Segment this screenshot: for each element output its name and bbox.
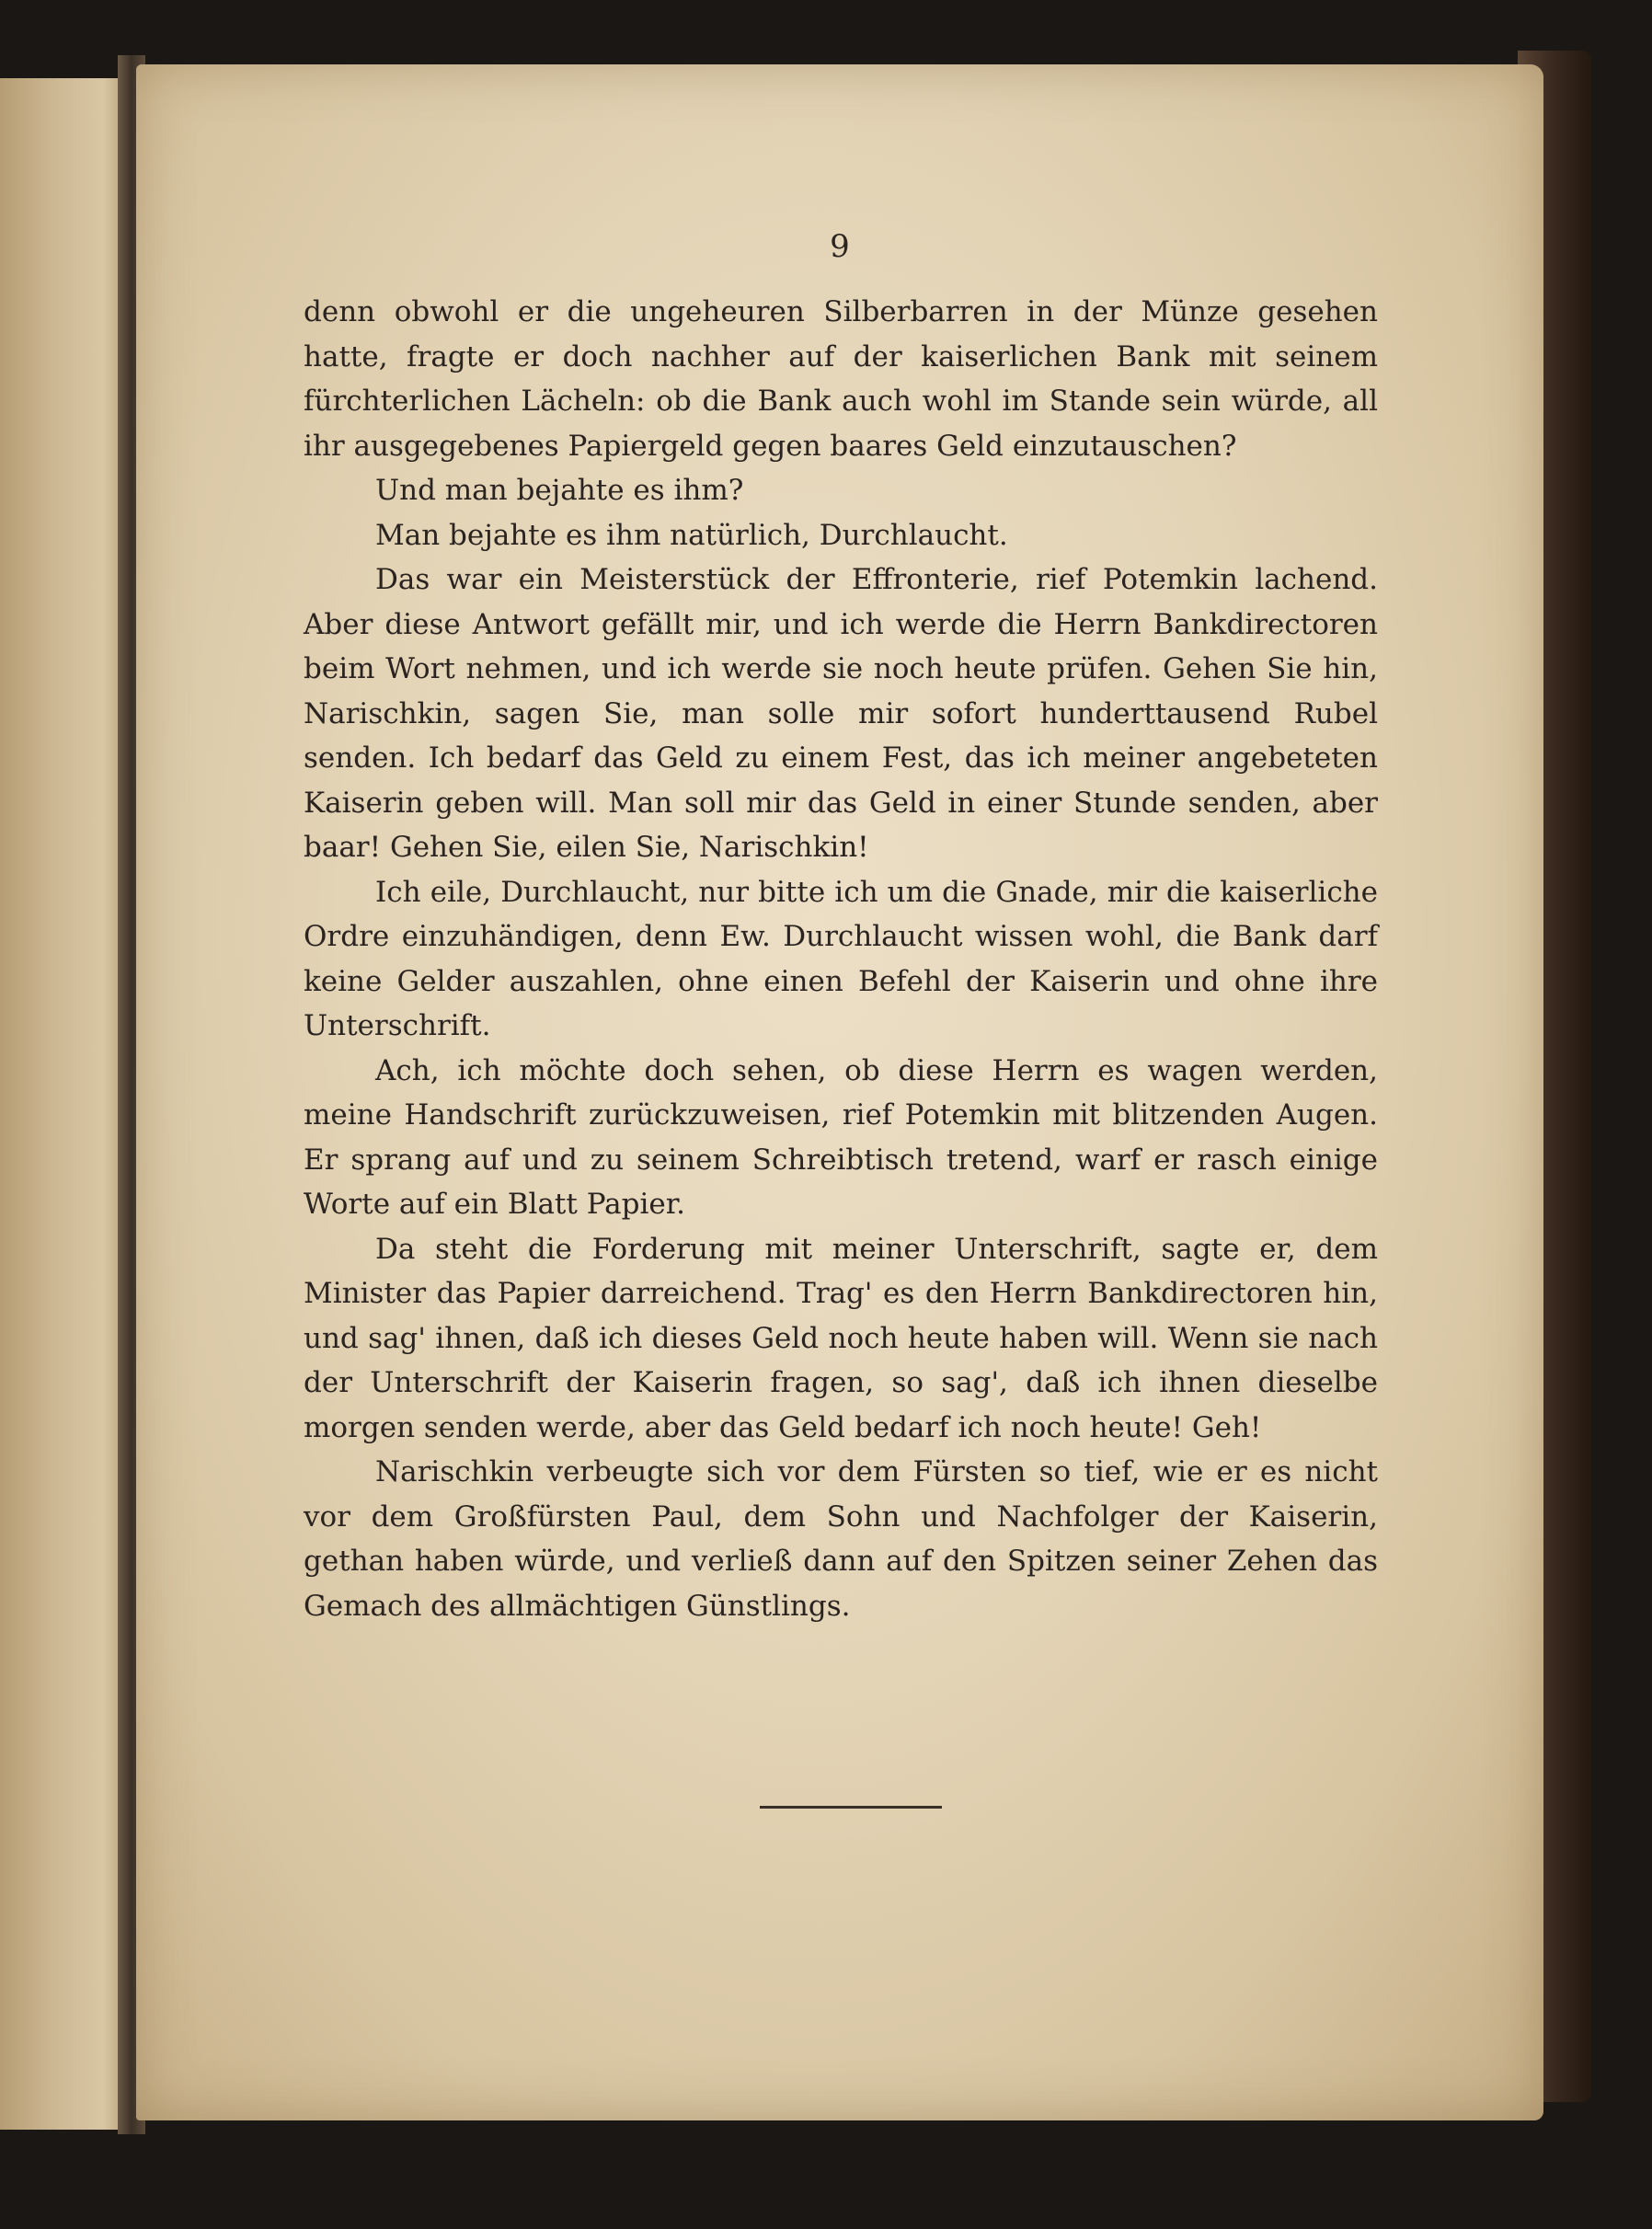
- paragraph: Narischkin verbeugte sich vor dem Fürsten so tief, wie er es nicht vor dem Großfürsten Paul, dem Sohn und Nachfolger der Kaiserin, gethan haben würde, und verließ dann auf den Spitzen seiner Zehen das Gemach des allmächtigen Günstlings.: [304, 1455, 1378, 1623]
- body-text: [304, 290, 1378, 1628]
- paragraph: Und man bejahte es ihm?: [375, 474, 744, 507]
- paragraph: Ich eile, Durchlaucht, nur bitte ich um die Gnade, mir die kaiserliche Ordre einzuhändigen, denn Ew. Durchlaucht wissen wohl, die Bank darf keine Gelder auszahlen, ohne einen Befehl der Kaiserin und ohne ihre Unterschrift.: [304, 875, 1378, 1042]
- paragraph: denn obwohl er die ungeheuren Silberbarren in der Münze gesehen hatte, fragte er doch nachher auf der kaiserlichen Bank mit seinem fürchterlichen Lächeln: ob die Bank auch wohl im Stande sein würde, all ihr ausgegebenes Papiergeld gegen baares Geld einzutauschen?: [304, 295, 1378, 463]
- book-page: [136, 64, 1543, 2120]
- page-number: 9: [830, 228, 850, 265]
- section-end-rule: [760, 1806, 942, 1809]
- paragraph: Ach, ich möchte doch sehen, ob diese Herrn es wagen werden, meine Handschrift zurückzuweisen, rief Potemkin mit blitzenden Augen. Er sprang auf und zu seinem Schreibtisch tretend, warf er rasch einige Worte auf ein Blatt Papier.: [304, 1053, 1378, 1221]
- paragraph: Da steht die Forderung mit meiner Unterschrift, sagte er, dem Minister das Papier darreichend. Trag' es den Herrn Bankdirectoren hin, und sag' ihnen, daß ich dieses Geld noch heute haben will. Wenn sie nach der Unterschrift der Kaiserin fragen, so sag', daß ich ihnen dieselbe morgen senden werde, aber das Geld bedarf ich noch heute! Geh!: [304, 1232, 1378, 1444]
- paragraph: Man bejahte es ihm natürlich, Durchlaucht.: [375, 518, 1008, 552]
- paragraph: Das war ein Meisterstück der Effronterie, rief Potemkin lachend. Aber diese Antwort gefällt mir, und ich werde die Herrn Bankdirectoren beim Wort nehmen, und ich werde sie noch heute prüfen. Gehen Sie hin, Narischkin, sagen Sie, man solle mir sofort hunderttausend Rubel senden. Ich bedarf das Geld zu einem Fest, das ich meiner angebeteten Kaiserin geben will. Man soll mir das Geld in einer Stunde senden, aber baar! Gehen Sie, eilen Sie, Narischkin!: [304, 563, 1378, 864]
